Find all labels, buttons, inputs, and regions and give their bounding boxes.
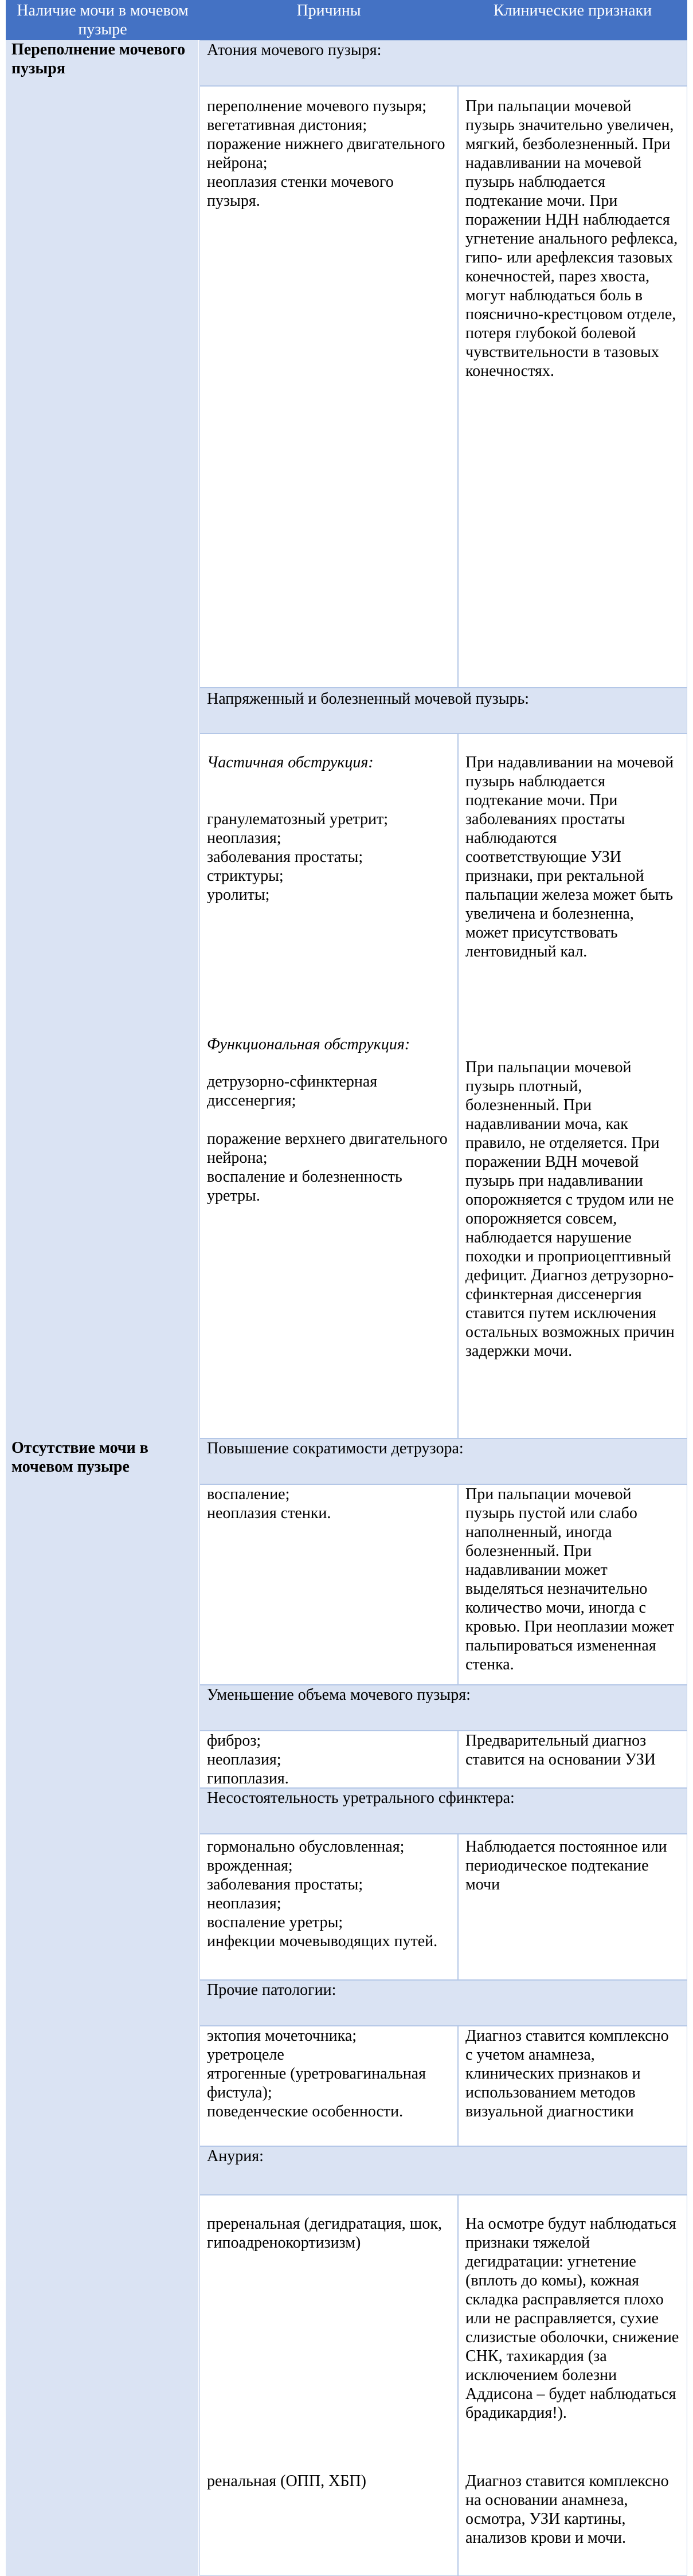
sign-cell-detrusor: При пальпации мочевой пузырь пустой или слабо наполненный, иногда болезненный. При надавливании может выделяться незначительно количество мочи, иногда с кровью. При неоплазии может пальпироваться измененная стенка.: [458, 1484, 687, 1685]
cause-cell-sphincter: гормонально обусловленная; врожденная; заболевания простаты; неоплазия; воспаление уретры; инфекции мочевыводящих путей.: [199, 1834, 458, 1980]
header-clinical-signs: Клинические признаки: [493, 2, 652, 19]
cause-cell-other: эктопия мочеточника; уретроцеле ятрогенные (уретровагинальная фистула); поведенческие особенности.: [199, 2026, 458, 2146]
section-title-other: Прочие патологии:: [199, 1980, 687, 2026]
functional-obstruction-title: Функциональная обструкция:: [207, 1036, 410, 1053]
section-title-atony: Атония мочевого пузыря:: [199, 40, 687, 86]
section-title-sphincter: Несостоятельность уретрального сфинктера:: [199, 1788, 687, 1834]
clinical-table: [6, 0, 687, 2576]
group-no-urine: [6, 1438, 199, 2576]
section-title-anuria: Анурия:: [199, 2146, 687, 2195]
header-causes: Причины: [296, 2, 361, 19]
sign-cell-obstruction: При надавливании на мочевой пузырь наблюдается подтекание мочи. При заболеваниях простаты наблюдаются соответствующие УЗИ признаки, при ректальной пальпации железа может быть увеличена и болезненна, может присутствовать лентовидный кал. При пальпации мочевой пузырь плотный, болезненный. При надавливании моча, как правило, не отделяется. При поражении ВДН мочевой пузырь при надавливании опорожняется с трудом или не опорожняется совсем, наблюдается нарушение походки и проприоцептивный дефицит. Диагноз детрузорно-сфинктерная диссенергия ставится путем исключения остальных возможных причин задержки мочи.: [458, 734, 687, 1438]
cause-cell-volume: фиброз; неоплазия; гипоплазия.: [199, 1731, 458, 1788]
sign-cell-atony: При пальпации мочевой пузырь значительно увеличен, мягкий, безболезненный. При надавливании на мочевой пузырь наблюдается подтекание мочи. При поражении НДН наблюдается угнетение анального рефлекса, гипо- или арефлексия тазовых конечностей, парез хвоста, могут наблюдаться боль в пояснично-крестцовом отделе, потеря глубокой болевой чувствительности в тазовых конечностях.: [458, 86, 687, 688]
sign-cell-anuria: На осмотре будут наблюдаться признаки тяжелой дегидратации: угнетение (вплоть до комы), кожная складка расправляется плохо или не расправляется, сухие слизистые оболочки, снижение СНК, тахикардия (за исключением болезни Аддисона – будет наблюдаться брадикардия!). Диагноз ставится комплексно на основании анамнеза, осмотра, УЗИ картины, анализов крови и мочи.: [458, 2195, 687, 2576]
sign-cell-sphincter: Наблюдается постоянное или периодическое подтекание мочи: [458, 1834, 687, 1980]
sign-cell-volume: Предварительный диагноз ставится на основании УЗИ: [458, 1731, 687, 1788]
partial-obstruction-title: Частичная обструкция:: [207, 754, 374, 771]
cause-cell-obstruction: Частичная обструкция: гранулематозный уретрит; неоплазия; заболевания простаты; стриктуры; уролиты; Функциональная обструкция: детрузорно-сфинктерная диссенергия; поражение верхнего двигательного нейрона; воспаление и болезненность уретры.: [199, 734, 458, 1438]
group-overflow: [6, 40, 199, 1438]
sign-cell-other: Диагноз ставится комплексно с учетом анамнеза, клинических признаков и использованием методов визуальной диагностики: [458, 2026, 687, 2146]
cause-cell-anuria: преренальная (дегидратация, шок, гипоадренокортизизм) ренальная (ОПП, ХБП): [199, 2195, 458, 2576]
section-title-detrusor: Повышение сократимости детрузора:: [199, 1438, 687, 1484]
section-title-volume: Уменьшение объема мочевого пузыря:: [199, 1685, 687, 1731]
cause-cell-atony: переполнение мочевого пузыря; вегетативная дистония; поражение нижнего двигательного нейрона; неоплазия стенки мочевого пузыря.: [199, 86, 458, 688]
group-label: Переполнение мочевого пузыря: [11, 41, 186, 77]
group-label: Отсутствие мочи в мочевом пузыре: [11, 1439, 148, 1476]
header-urine-presence: Наличие мочи в мочевом пузыре: [17, 2, 189, 38]
cause-cell-detrusor: воспаление; неоплазия стенки.: [199, 1484, 458, 1685]
section-title-tense-bladder: Напряженный и болезненный мочевой пузырь:: [199, 688, 687, 734]
